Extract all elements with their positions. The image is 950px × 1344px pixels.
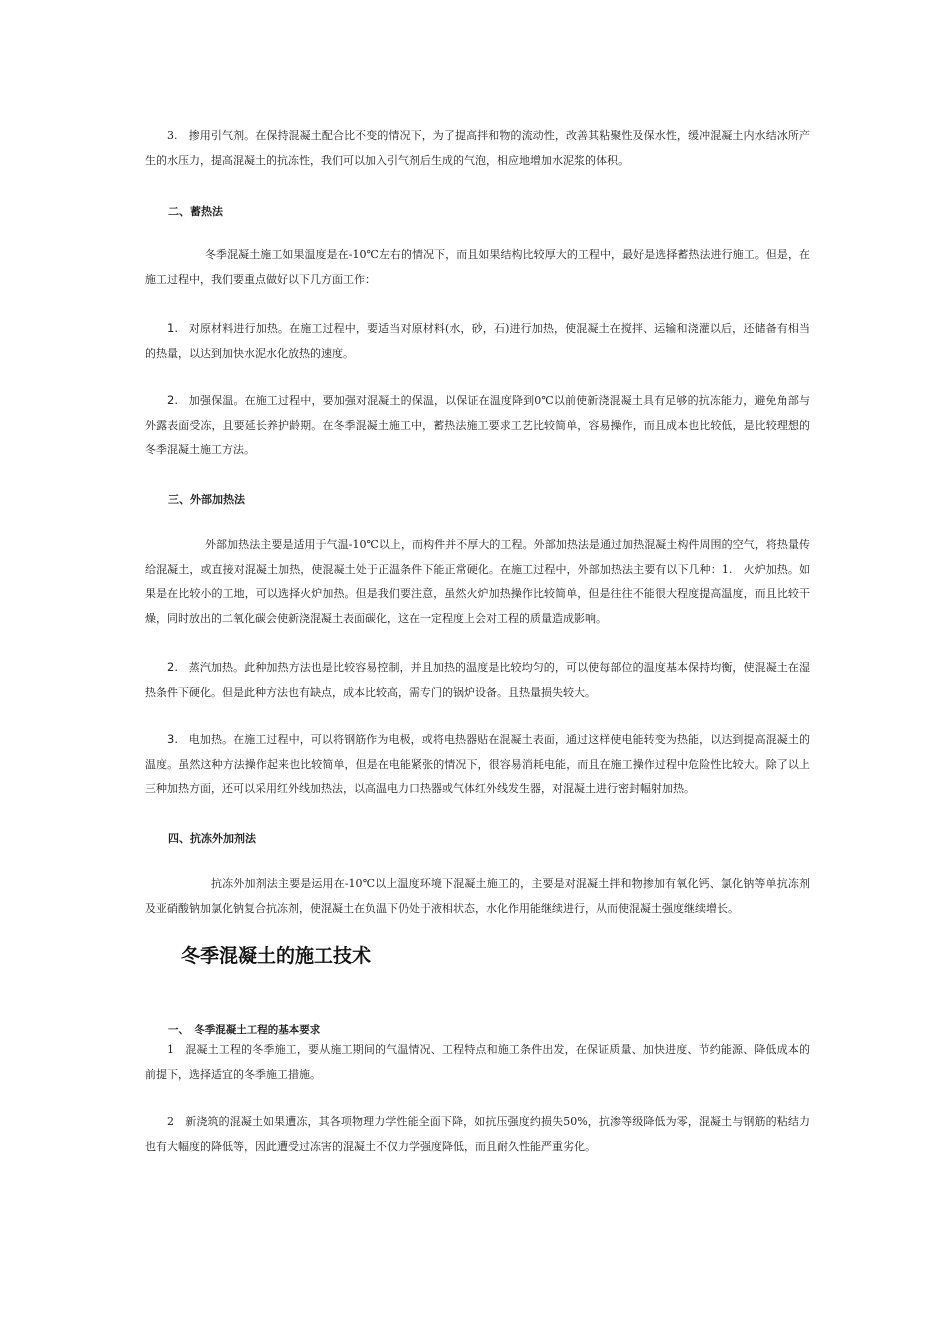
paragraph-electric-heating xyxy=(145,727,810,802)
paragraph-insulation xyxy=(145,388,810,463)
list-text: 加强保温。在施工过程中，要加强对混凝土的保温，以保证在温度降到0℃以前使新浇混凝土具有足够的抗冻能力，避免角部与外露表面受冻，且要延长养护龄期。在冬季混凝土施工中，蓄热法施工要求工艺比较简单，容易操作，而且成本也比较低，是比较理想的冬季混凝土施工方法。 xyxy=(145,394,810,456)
paragraph-antifreeze-admixture: 抗冻外加剂法主要是运用在-10℃以上温度环境下混凝土施工的，主要是对混凝土拌和物掺加有氧化钙、氯化钠等单抗冻剂及亚硝酸钠加氯化钠复合抗冻剂，使混凝土在负温下仍处于液相状态，水化作用能继续进行，从而使混凝土强度继续增长。 xyxy=(145,877,810,915)
paragraph-raw-material-heating xyxy=(145,316,810,366)
paragraph-air-entraining-agent: 3. 掺用引气剂。在保持混凝土配合比不变的情况下，为了提高拌和物的流动性，改善其粘聚性及保水性，缓冲混凝土内水结冰所产生的水压力，提高混凝土的抗冻性，我们可以加入引气剂后生成的气泡，相应地增加水泥浆的体积。 xyxy=(145,129,810,167)
heading-external-heating-method: 三、外部加热法 xyxy=(168,493,245,506)
heading-basic-requirements: 一、 冬季混凝土工程的基本要求 xyxy=(168,1024,321,1036)
heading-heat-storage-method: 二、蓄热法 xyxy=(168,205,223,218)
list-text: 电加热。在施工过程中，可以将钢筋作为电极，或将电热器贴在混凝土表面，通过这样使电能转变为热能，以达到提高混凝土的温度。虽然这种方法操作起来也比较简单，但是在电能紧张的情况下，很容易消耗电能，而且在施工操作过程中危险性比较大。除了以上三种加热方面，还可以采用红外线加热法，以高温电力口热器或气体红外线发生器，对混凝土进行密封幅射加热。 xyxy=(145,733,810,795)
paragraph-requirement-1: 1 混凝土工程的冬季施工，要从施工期间的气温情况、工程特点和施工条件出发，在保证质量、加快进度、节约能源、降低成本的前提下，选择适宜的冬季施工措施。 xyxy=(145,1043,810,1081)
list-number: 2. xyxy=(167,660,178,674)
section-title-winter-concrete-technology: 冬季混凝土的施工技术 xyxy=(181,945,372,967)
list-text: 对原材料进行加热。在施工过程中，要适当对原材料(水，砂，石)进行加热，使混凝土在搅拌、运输和浇灌以后，还储备有相当的热量，以达到加快水泥水化放热的速度。 xyxy=(145,322,810,360)
paragraph-external-heating-intro: 外部加热法主要是适用于气温-10℃以上，而构件并不厚大的工程。外部加热法是通过加热混凝土构件周围的空气，将热量传给混凝土，或直接对混凝土加热，使混凝土处于正温条件下能正常硬化。在施工过程中，外部加热法主要有以下几种：1. 火炉加热。如果是在比较小的工地，可以选择火炉加热。但是我们要注意，虽然火炉加热操作比较简单，但是往往不能很大程度提高温度，而且比较干燥，同时放出的二氧化碳会使新浇混凝土表面碳化，这在一定程度上会对工程的质量造成影响。 xyxy=(145,538,810,625)
paragraph-requirement-2: 2 新浇筑的混凝土如果遭冻，其各项物理力学性能全面下降，如抗压强度约损失50%，抗渗等级降低为零，混凝土与钢筋的粘结力也有大幅度的降低等，因此遭受过冻害的混凝土不仅力学强度降低，而且耐久性能严重劣化。 xyxy=(145,1115,810,1153)
paragraph-steam-heating xyxy=(145,655,810,705)
list-text: 蒸汽加热。此种加热方法也是比较容易控制，并且加热的温度是比较均匀的，可以使每部位的温度基本保持均衡，使混凝土在湿热条件下硬化。但是此种方法也有缺点，成本比较高，需专门的锅炉设备。且热量损失较大。 xyxy=(145,661,810,699)
list-number: 3. xyxy=(167,732,178,746)
list-number: 2. xyxy=(167,393,178,407)
list-number: 1. xyxy=(167,321,178,335)
heading-antifreeze-admixture-method: 四、抗冻外加剂法 xyxy=(168,832,256,845)
paragraph-heat-storage-intro: 冬季混凝土施工如果温度是在-10℃左右的情况下，而且如果结构比较厚大的工程中，最好是选择蓄热法进行施工。但是，在施工过程中，我们要重点做好以下几方面工作： xyxy=(145,248,810,286)
